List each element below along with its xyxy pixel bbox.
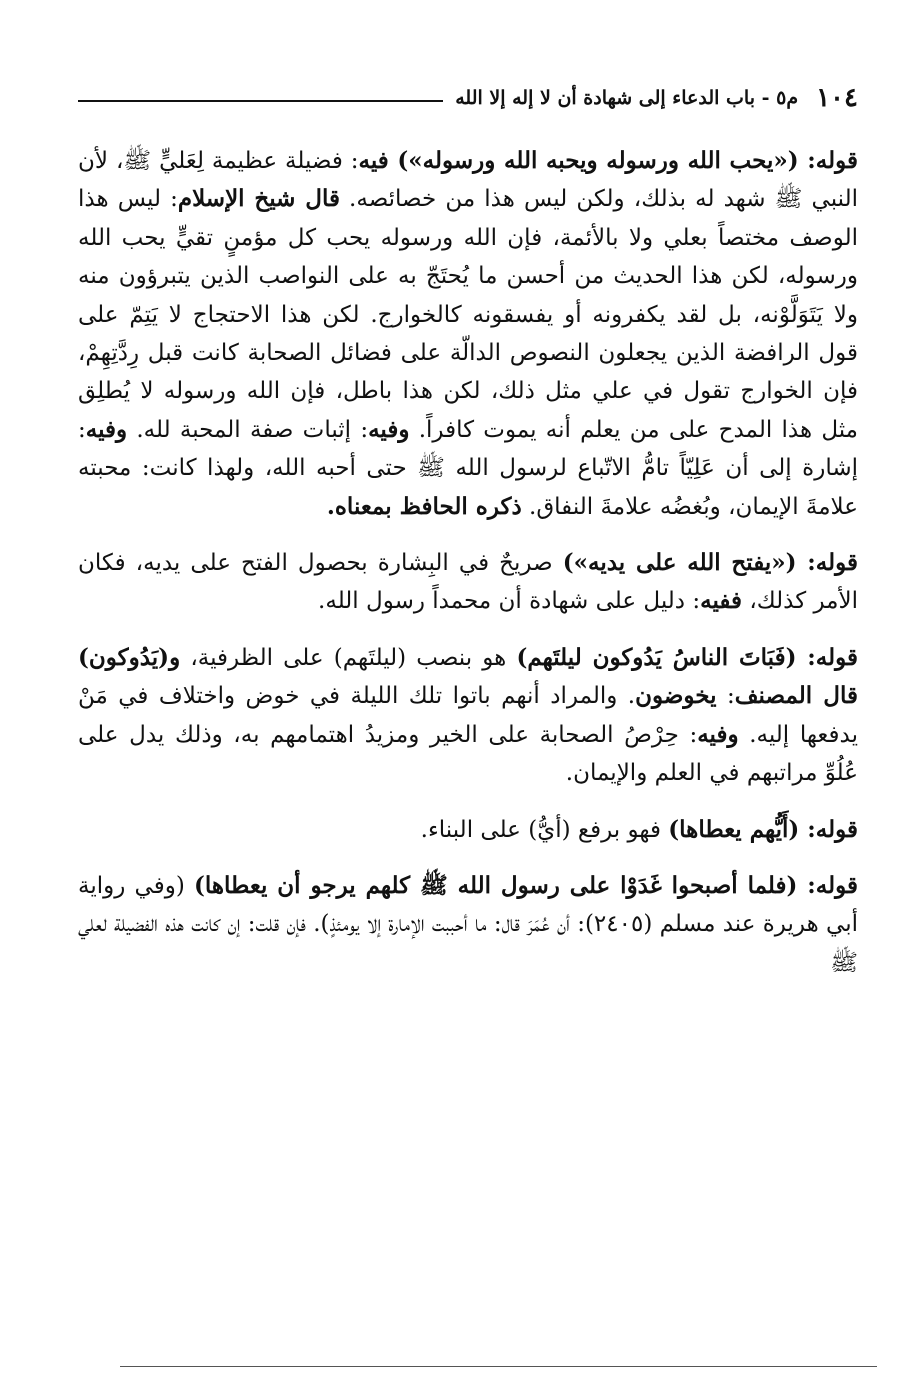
running-title: م٥ - باب الدعاء إلى شهادة أن لا إله إلا الله bbox=[455, 87, 799, 109]
text-segment: («يفتح الله على يديه») bbox=[562, 549, 797, 577]
text-segment: صريحٌ في البِشارة بحصول الفتح على يديه، فكان الأمر كذلك، bbox=[78, 550, 858, 615]
text-segment: وفيه bbox=[368, 415, 410, 443]
page-body bbox=[78, 142, 858, 1000]
text-segment: : فضيلة عظيمة لِعَليٍّ ﷺ، لأن النبي ﷺ شهد له بذلك، ولكن ليس هذا من خصائصه. bbox=[78, 148, 859, 213]
text-segment: («يحب الله ورسوله ويحبه الله ورسوله») فيه bbox=[358, 147, 799, 174]
text-segment: وفيه bbox=[85, 415, 128, 443]
text-segment: ففيه bbox=[700, 587, 743, 615]
text-segment: قوله: bbox=[797, 871, 858, 899]
text-segment: : ليس هذا الوصف مختصاً بعلي ولا بالأئمة، فإن الله ورسوله يحب كل مؤمنٍ تقيٍّ يحب الله ورسوله، لكن هذا الحديث من أحسن ما يُحتَجّ به على النواصب الذين يتبرؤون منه ولا يَتَوَلَّوْنه، بل لقد يكفرونه أو يفسقونه كالخوارج. لكن هذا الاحتجاج لا يَتِمّ على قول الرافضة الذين يجعلون النصوص الدالّة على فضائل الصحابة كانت قبل رِدَّتِهِمْ، فإن الخوارج تقول في علي مثل ذلك، لكن هذا باطل، فإن الله ورسوله لا يُطلِق مثل هذا المدح على من يعلم أنه يموت كافراً. bbox=[78, 186, 859, 443]
text-segment: قال شيخ الإسلام bbox=[177, 185, 340, 213]
footer-rule bbox=[120, 1366, 877, 1367]
text-segment: ذكره الحافظ بمعناه. bbox=[326, 492, 522, 520]
page-number: ١٠٤ bbox=[816, 83, 858, 113]
text-segment: قوله: bbox=[799, 815, 858, 843]
text-segment: هو بنصب (ليلتَهم) على الظرفية، bbox=[180, 644, 517, 671]
text-segment: (وفي رواية أبي هريرة عند مسلم (٢٤٠٥): أن عُمَرَ قال: ما أحببت الإمارة إلا يومئذٍ). فإن قلت: إن كانت هذه الفضيلة لعلي ﷺ bbox=[78, 872, 858, 976]
text-segment: و(يَدُوكون) قال المصنف bbox=[78, 643, 858, 710]
header-rule bbox=[78, 100, 443, 102]
text-segment: (فَبَاتَ الناسُ يَدُوكون ليلتَهم) bbox=[516, 643, 797, 671]
text-segment: (فلما أصبحوا غَدَوْا على رسول الله ﷺ كلهم يرجو أن يعطاها) bbox=[194, 871, 798, 899]
text-segment: (أَيُّهم يعطاها) bbox=[668, 815, 800, 843]
text-segment: قوله: bbox=[798, 147, 858, 174]
paragraph-3 bbox=[78, 639, 858, 793]
text-segment: قوله: bbox=[796, 549, 858, 577]
text-segment: وفيه bbox=[697, 720, 739, 748]
paragraph-1 bbox=[78, 142, 858, 526]
page-header bbox=[78, 82, 858, 114]
paragraph-2 bbox=[78, 544, 858, 621]
text-segment: : bbox=[716, 683, 735, 710]
text-segment: : دليل على شهادة أن محمداً رسول الله. bbox=[318, 588, 701, 615]
paragraph-4 bbox=[78, 811, 858, 849]
text-segment: : إثبات صفة المحبة لله. bbox=[127, 416, 369, 443]
text-segment: قوله: bbox=[796, 643, 858, 671]
text-segment: فهو برفع (أيُّ) على البناء. bbox=[420, 816, 669, 843]
text-segment: يخوضون bbox=[635, 682, 717, 710]
paragraph-5 bbox=[78, 867, 858, 982]
text-segment: . والمراد أنهم باتوا تلك الليلة في خوض واختلاف في مَنْ يدفعها إليه. bbox=[78, 683, 859, 748]
text-segment: : إشارة إلى أن عَلِيّاً تامُّ الاتّباع لرسول الله ﷺ حتى أحبه الله، ولهذا كانت: محبته علامةَ الإيمان، وبُغضُه علامةَ النفاق. bbox=[78, 416, 858, 520]
text-segment: : حِرْصُ الصحابة على الخير ومزيدُ اهتمامهم به، وذلك يدل على عُلُوِّ مراتبهم في العلم والإيمان. bbox=[78, 721, 858, 787]
